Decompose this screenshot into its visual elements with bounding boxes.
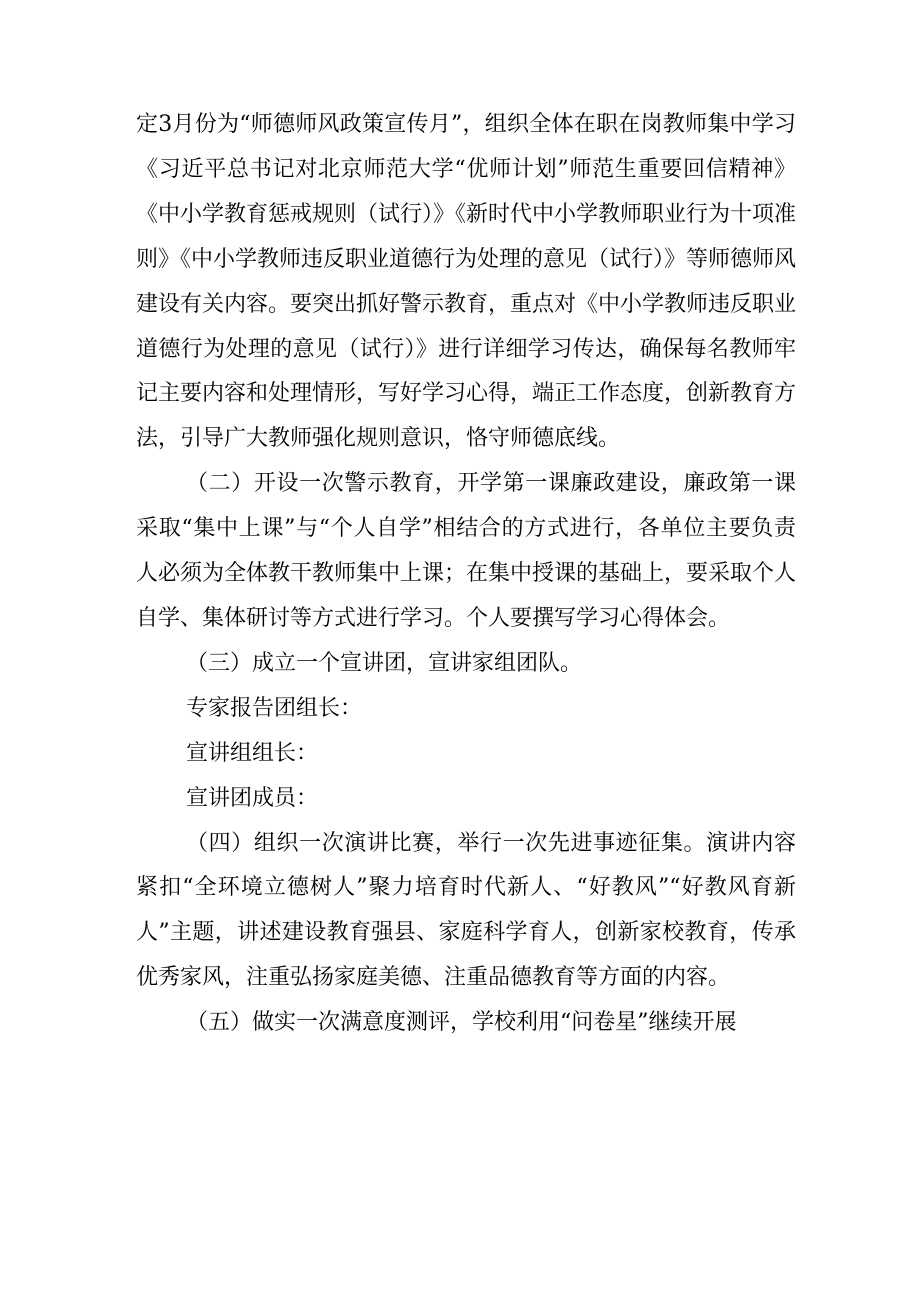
document-body — [136, 103, 796, 1046]
paragraph-item-5: （五）做实一次满意度测评，学校利用“问卷星”继续开展 — [186, 1010, 737, 1036]
paragraph-item-2: （二）开设一次警示教育，开学第一课廉政建设，廉政第一课采取“集中上课”与“个人自学”相结合的方式进行，各单位主要负责人必须为全体教干教师集中上课；在集中授课的基础上，要采取个人自学、集体研讨等方式进行学习。个人要撰写学习心得体会。 — [136, 471, 797, 631]
paragraph-item-3: （三）成立一个宣讲团，宣讲家组团队。 — [186, 650, 583, 676]
paragraph-continuation: 定3月份为“师德师风政策宣传月”，组织全体在职在岗教师集中学习《习近平总书记对北京师范大学“优师计划”师范生重要回信精神》《中小学教育惩戒规则（试行）》《新时代中小学教师职业行为十项准则》《中小学教师违反职业道德行为处理的意见（试行）》等师德师风建设有关内容。要突出抓好警示教育，重点对《中小学教师违反职业道德行为处理的意见（试行）》进行详细学习传达，确保每名教师牢记主要内容和处理情形，写好学习心得，端正工作态度，创新教育方法，引导广大教师强化规则意识，恪守师德底线。 — [136, 112, 797, 452]
paragraph-item-4: （四）组织一次演讲比赛，举行一次先进事迹征集。演讲内容紧扣“全环境立德树人”聚力培育时代新人、“好教风”“好教风育新人”主题，讲述建设教育强县、家庭科学育人，创新家校教育，传承优秀家风，注重弘扬家庭美德、注重品德教育等方面的内容。 — [136, 830, 796, 991]
paragraph-lecture-group-leader: 宣讲组组长： — [186, 740, 319, 766]
paragraph-expert-group-leader: 专家报告团组长： — [186, 695, 363, 721]
paragraph-lecture-members: 宣讲团成员： — [186, 785, 319, 811]
